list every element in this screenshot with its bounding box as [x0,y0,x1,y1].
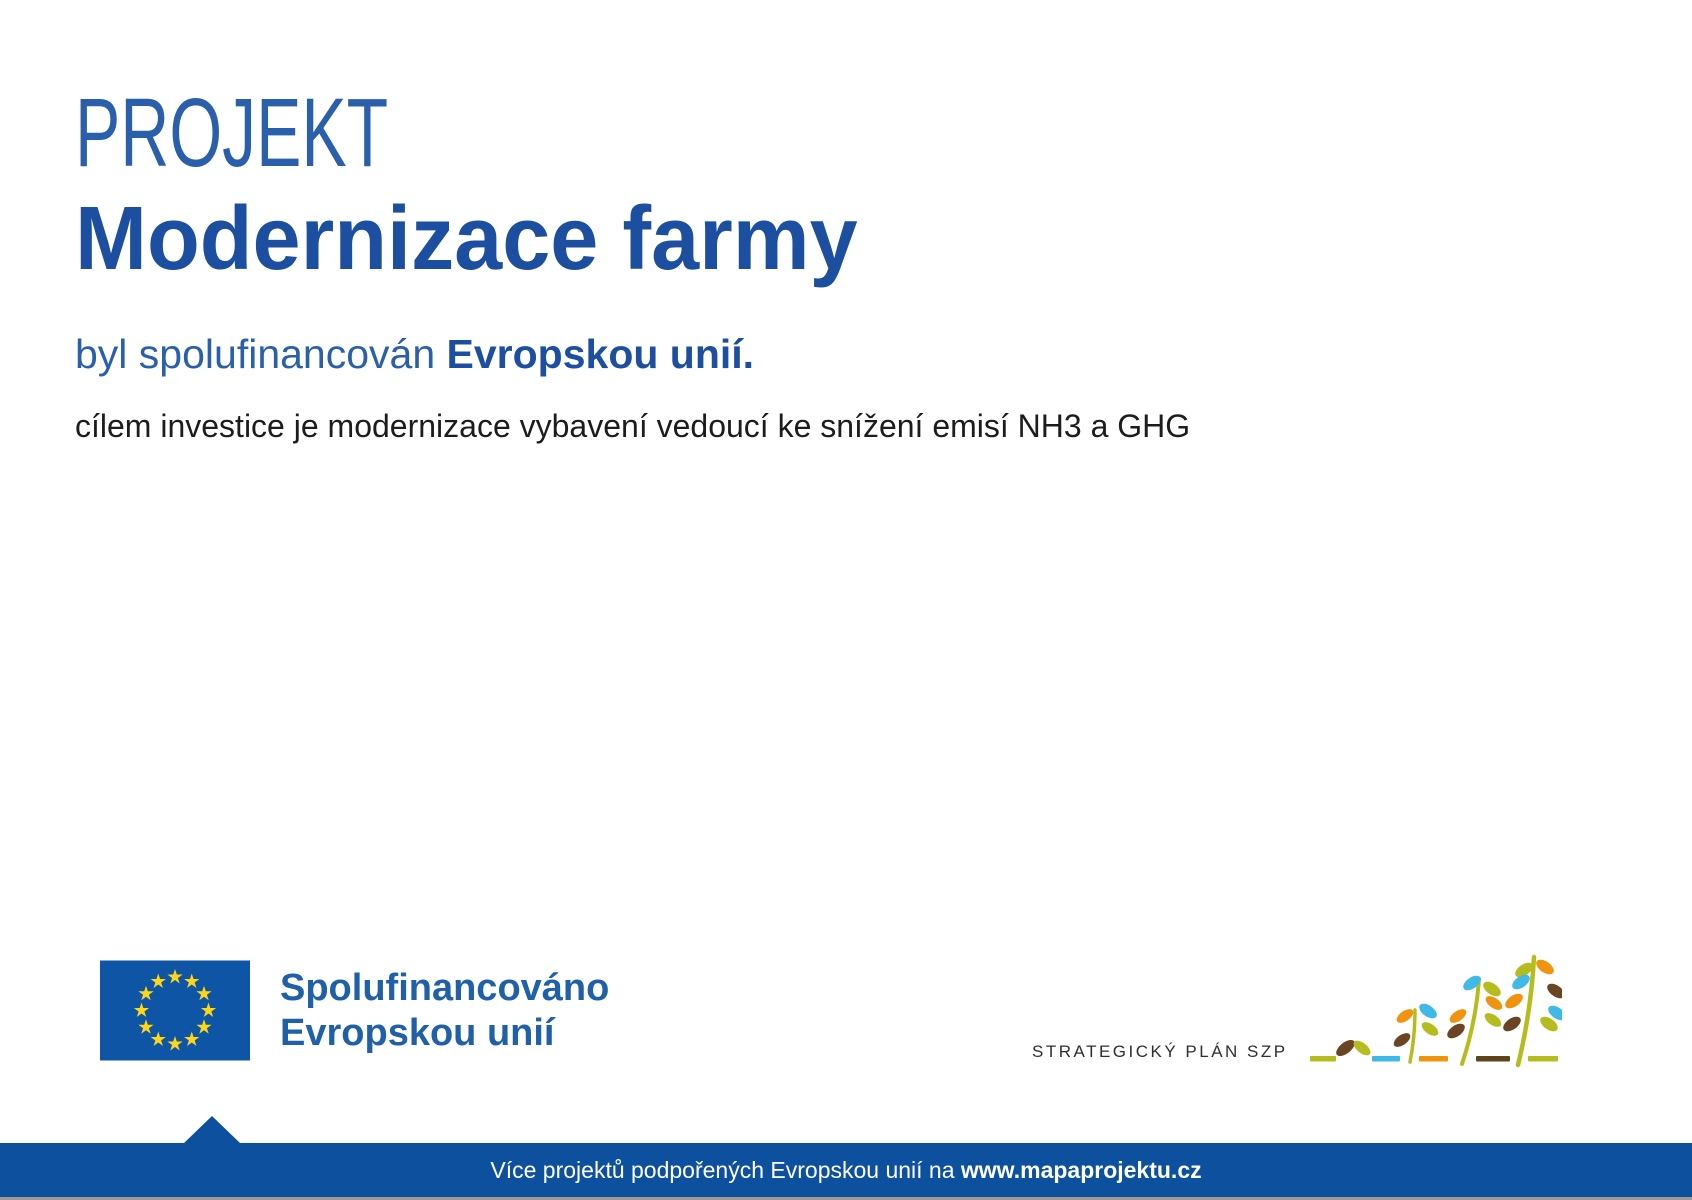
szp-label: STRATEGICKÝ PLÁN SZP [1032,1042,1288,1061]
szp-plants-icon [1300,952,1562,1068]
footer-pointer-triangle [184,1116,240,1143]
eu-flag-icon [100,958,250,1063]
footer-bar [0,1143,1692,1197]
eu-logo-line1: Spolufinancováno [280,967,610,1009]
funding-line [75,330,754,379]
project-title: Modernizace farmy [75,189,858,289]
footer-text [0,1143,1692,1197]
project-kicker: PROJEKT [75,78,389,187]
funding-regular-text: byl spolufinancován [75,331,447,377]
footer-text-prefix: Více projektů podpořených Evropskou unií na [490,1157,961,1183]
eu-logo-text [280,966,609,1056]
footer-url: www.mapaprojektu.cz [960,1157,1202,1183]
eu-logo-line2: Evropskou unií [280,1012,555,1054]
funding-bold-text: Evropskou unií. [446,331,755,377]
project-description: cílem investice je modernizace vybavení vedoucí ke snížení emisí NH3 a GHG [75,408,1191,444]
